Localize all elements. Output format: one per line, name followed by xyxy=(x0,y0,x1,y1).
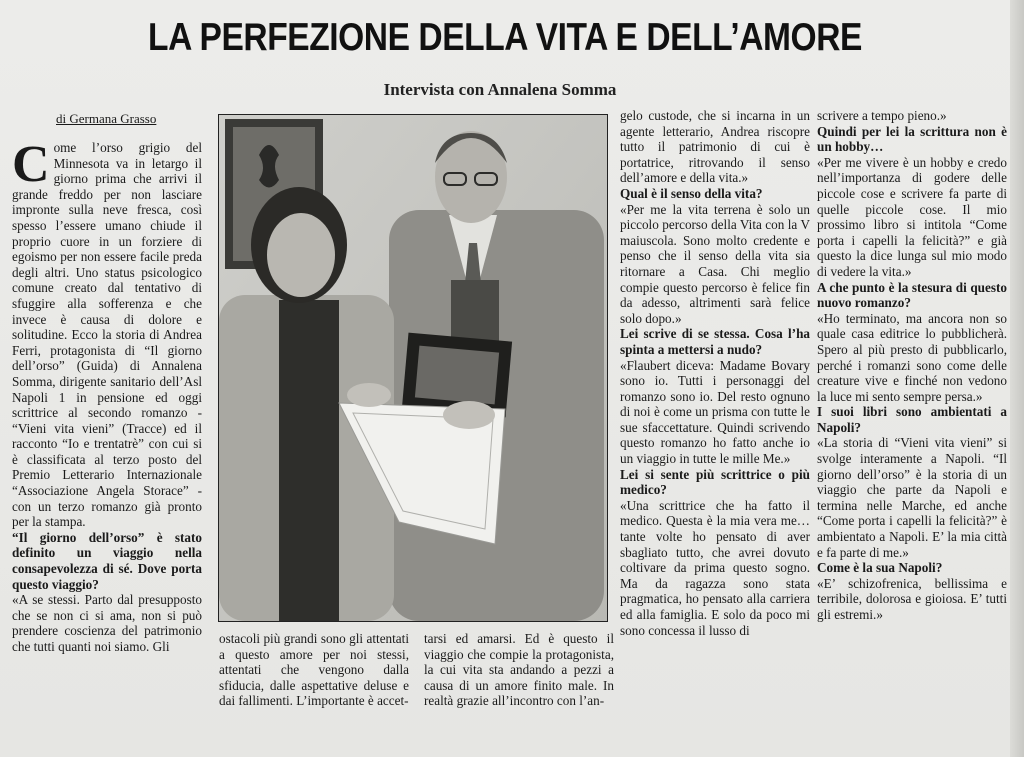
column-paragraph: «La storia di “Vieni vita vieni” si svolge interamente a Napoli. “Il giorno dell’orso” è la storia di un viaggio che parte da Napoli e termina nelle Marche, ed anche “Come porta i capelli la felicità?” è ambientato a Napoli. E’ la mia città e fa parte di me.» xyxy=(817,435,1007,560)
article-column-5 xyxy=(817,108,1007,623)
interview-question: Lei si sente più scrittrice o più medico? xyxy=(620,466,810,498)
column-paragraph: «A se stessi. Parto dal presupposto che se non ci si ama, non si può prendere coscienza del patrimonio che tutti quanti noi siamo. Gli xyxy=(12,592,202,654)
column-paragraph: «Ho terminato, ma ancora non so quale casa editrice lo pubblicherà. Spero al più presto di pubblicarlo, perché i romanzi sono come delle creature vive e finché non vedono la luce mi sento sempre persa.» xyxy=(817,310,1007,404)
column-paragraph: «Per me la vita terrena è solo un piccolo percorso della Vita con la V maiuscola. Sono molto credente e penso che il senso della vita sia ritornare a Casa. Chi meglio compie questo percorso è felice fin da adesso, altrimenti sarà felice solo dopo.» xyxy=(620,201,810,326)
column-paragraph: «E’ schizofrenica, bellissima e terribile, dolorosa e gioiosa. E’ tutti gli estremi.» xyxy=(817,575,1007,622)
headline: LA PERFEZIONE DELLA VITA E DELL’AMORE xyxy=(148,16,862,59)
article-column-2 xyxy=(219,631,409,709)
interview-question: Quindi per lei la scrittura non è un hobby… xyxy=(817,123,1007,155)
interview-question: Qual è il senso della vita? xyxy=(620,185,763,201)
column-paragraph: «Una scrittrice che ha fatto il medico. Questa è la mia vera me… tante volte ho pensato di aver sbagliato tutto, che avrei dovuto coltivare da prima questo sogno. Ma da ragazza sono stata pragmatica, ho pensato alla carriera ed alla famiglia. E solo da poco mi sono concessa il lusso di xyxy=(620,497,810,638)
article-column-3 xyxy=(424,631,614,709)
article-column-4 xyxy=(620,108,810,638)
interview-question: Lei scrive di se stessa. Cosa l’ha spinta a mettersi a nudo? xyxy=(620,326,810,357)
column-paragraph: ostacoli più grandi sono gli attentati a questo amore per noi stessi, attentati che vengono dalla sfiducia, dalle aspettative deluse e dai fallimenti. L’importante è accet- xyxy=(219,631,409,709)
column-paragraph: ome l’orso grigio del Minnesota va in letargo il giorno prima che arrivi il grande freddo per non lasciare impronte sulla neve fresca, così spesso l’essere umano chiude il proprio cuore in un forziere di egoismo per non essere facile preda degli altri. Uno status psicologico comune creato dal tentativo di sfuggire alla sofferenza e che invece è causa di dolore e solitudine. Ecco la storia di Andrea Ferri, protagonista di “Il giorno dell’orso” (Guida) di Annalena Somma, dirigente sanitario dell’Asl Napoli 1 in pensione ed oggi scrittrice al secondo romanzo - “Vieni vita vieni” (Tracce) ed il racconto “Io e trentatrè” con cui si è classificata al terzo posto del Premio Letterario Internazionale “Associazione Angela Storace” - con un terzo romanzo già pronto per la stampa. xyxy=(12,140,202,530)
drop-cap: C xyxy=(12,136,50,193)
page-edge xyxy=(1010,0,1024,757)
byline: di Germana Grasso xyxy=(56,111,157,126)
interview-question: Come è la sua Napoli? xyxy=(817,560,943,576)
column-paragraph: gelo custode, che si incarna in un agente letterario, Andrea riscopre tutto il patrimonio di cui è portatrice, ritrovando il senso dell’amore e della vita.» xyxy=(620,108,810,186)
subtitle: Intervista con Annalena Somma xyxy=(383,80,617,99)
interview-question: A che punto è la stesura di questo nuovo romanzo? xyxy=(817,279,1007,311)
article-column-1 xyxy=(12,136,202,655)
photo-illustration xyxy=(219,115,607,621)
column-paragraph: scrivere a tempo pieno.» xyxy=(817,108,947,123)
interview-question: I suoi libri sono ambientati a Napoli? xyxy=(817,404,1007,435)
column-paragraph: «Flaubert diceva: Madame Bovary sono io. Tutti i personaggi del romanzo sono io. Del resto ognuno di noi è come un prisma con tutte le sue sfaccettature. Quindi scrivendo questo romanzo ho fatto anche io un viaggio in tutte le mille Me.» xyxy=(620,357,810,467)
interview-question: “Il giorno dell’orso” è stato definito un viaggio nella consapevolezza di sé. Dove porta questo viaggio? xyxy=(12,529,202,592)
column-paragraph: tarsi ed amarsi. Ed è questo il viaggio che compie la protagonista, la cui vita sta andando a pezzi a causa di un amore finito male. In realtà grazie all’incontro con l’an- xyxy=(424,631,614,709)
article-photo xyxy=(218,114,608,622)
column-paragraph: «Per me vivere è un hobby e credo nell’importanza di godere delle piccole cose e scrivere fa parte di quelle piccole cose. Il mio prossimo libro si intitola “Come porta i capelli la felicità?” e già questo la dice lunga sul mio modo di vedere la vita.» xyxy=(817,154,1007,279)
